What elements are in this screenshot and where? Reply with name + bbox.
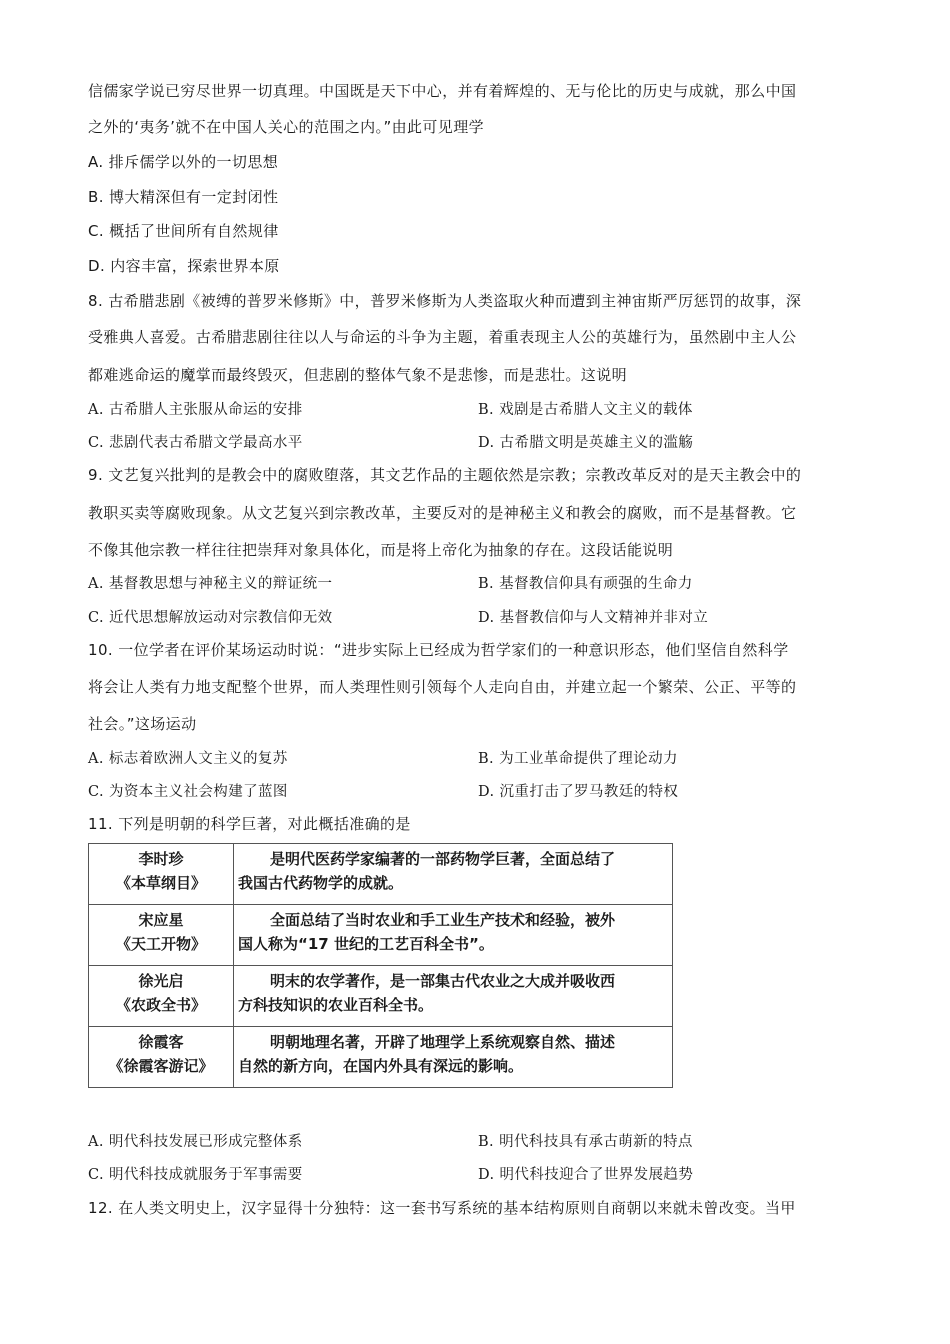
q9-option-b: B. 基督教信仰具有顽强的生命力 <box>478 576 693 592</box>
q7-option-c: C. 概括了世间所有自然规律 <box>88 222 279 240</box>
description-line-1: 是明代医药学家编著的一部药物学巨著，全面总结了 <box>270 850 616 868</box>
q11-stem: 11. 下列是明朝的科学巨著，对此概括准确的是 <box>88 815 411 833</box>
author-name: 徐光启 <box>138 972 184 990</box>
author-name: 李时珍 <box>138 850 184 868</box>
q12-stem-line-1: 12. 在人类文明史上，汉字显得十分独特：这一套书写系统的基本结构原则自商朝以来就未曾改变。当甲 <box>88 1199 796 1217</box>
q10-stem-line-2: 将会让人类有力地支配整个世界，而人类理性则引领每个人走向自由，并建立起一个繁荣、公正、平等的 <box>88 678 797 696</box>
q9-option-a: A. 基督教思想与神秘主义的辩证统一 <box>88 576 333 592</box>
q9-option-d: D. 基督教信仰与人文精神并非对立 <box>478 610 709 626</box>
q10-option-c: C. 为资本主义社会构建了蓝图 <box>88 784 288 800</box>
description-line-2: 国人称为“17 世纪的工艺百科全书”。 <box>238 935 494 953</box>
q10-stem-line-3: 社会。”这场运动 <box>88 715 197 733</box>
q9-stem-line-1: 9. 文艺复兴批判的是教会中的腐败堕落，其文艺作品的主题依然是宗教；宗教改革反对的是天主教会中的 <box>88 466 802 484</box>
table-row <box>89 1027 673 1088</box>
book-title: 《徐霞客游记》 <box>108 1057 214 1075</box>
description-line-1: 明末的农学著作，是一部集古代农业之大成并吸收西 <box>270 972 616 990</box>
q11-option-b: B. 明代科技具有承古萌新的特点 <box>478 1134 693 1150</box>
description-line-2: 自然的新方向，在国内外具有深远的影响。 <box>238 1057 524 1075</box>
q11-option-c: C. 明代科技成就服务于军事需要 <box>88 1167 303 1183</box>
q8-option-a: A. 古希腊人主张服从命运的安排 <box>88 402 303 418</box>
description-cell <box>234 966 673 1027</box>
author-name: 徐霞客 <box>138 1033 184 1051</box>
table-row <box>89 844 673 905</box>
q11-option-d: D. 明代科技迎合了世界发展趋势 <box>478 1167 694 1183</box>
book-title: 《本草纲目》 <box>115 874 206 892</box>
q7-option-d: D. 内容丰富，探索世界本原 <box>88 257 280 275</box>
q8-stem-line-2: 受雅典人喜爱。古希腊悲剧往往以人与命运的斗争为主题，着重表现主人公的英雄行为，虽然剧中主人公 <box>88 328 797 346</box>
description-cell <box>234 1027 673 1088</box>
book-title: 《天工开物》 <box>115 935 206 953</box>
table-row <box>89 966 673 1027</box>
q9-stem-line-2: 教职买卖等腐败现象。从文艺复兴到宗教改革，主要反对的是神秘主义和教会的腐败，而不是基督教。它 <box>88 504 797 522</box>
science-works-table <box>88 843 673 1088</box>
description-line-1: 明朝地理名著，开辟了地理学上系统观察自然、描述 <box>270 1033 616 1051</box>
author-name: 宋应星 <box>138 911 184 929</box>
q10-stem-line-1: 10. 一位学者在评价某场运动时说：“进步实际上已经成为哲学家们的一种意识形态，他们坚信自然科学 <box>88 641 789 659</box>
q8-option-d: D. 古希腊文明是英雄主义的滥觞 <box>478 435 694 451</box>
q7-stem-line-1: 信儒家学说已穷尽世界一切真理。中国既是天下中心，并有着辉煌的、无与伦比的历史与成就，那么中国 <box>88 82 797 100</box>
description-line-2: 方科技知识的农业百科全书。 <box>238 996 434 1014</box>
q8-option-c: C. 悲剧代表古希腊文学最高水平 <box>88 435 303 451</box>
q10-option-b: B. 为工业革命提供了理论动力 <box>478 751 678 767</box>
q10-option-a: A. 标志着欧洲人文主义的复苏 <box>88 751 288 767</box>
q7-option-b: B. 博大精深但有一定封闭性 <box>88 188 279 206</box>
q8-option-b: B. 戏剧是古希腊人文主义的载体 <box>478 402 693 418</box>
description-line-1: 全面总结了当时农业和手工业生产技术和经验，被外 <box>270 911 616 929</box>
author-cell <box>89 1027 234 1088</box>
author-cell <box>89 844 234 905</box>
author-cell <box>89 905 234 966</box>
q7-stem-line-2: 之外的‘夷务’就不在中国人关心的范围之内。”由此可见理学 <box>88 118 485 136</box>
description-cell <box>234 844 673 905</box>
description-line-2: 我国古代药物学的成就。 <box>238 874 404 892</box>
q8-stem-line-1: 8. 古希腊悲剧《被缚的普罗米修斯》中，普罗米修斯为人类盗取火种而遭到主神宙斯严厉惩罚的故事，深 <box>88 292 802 310</box>
q7-option-a: A. 排斥儒学以外的一切思想 <box>88 153 279 171</box>
description-cell <box>234 905 673 966</box>
q9-option-c: C. 近代思想解放运动对宗教信仰无效 <box>88 610 333 626</box>
q11-option-a: A. 明代科技发展已形成完整体系 <box>88 1134 303 1150</box>
q9-stem-line-3: 不像其他宗教一样往往把崇拜对象具体化，而是将上帝化为抽象的存在。这段话能说明 <box>88 541 674 559</box>
book-title: 《农政全书》 <box>115 996 206 1014</box>
table-row <box>89 905 673 966</box>
q8-stem-line-3: 都难逃命运的魔掌而最终毁灭，但悲剧的整体气象不是悲惨，而是悲壮。这说明 <box>88 366 628 384</box>
q10-option-d: D. 沉重打击了罗马教廷的特权 <box>478 784 679 800</box>
author-cell <box>89 966 234 1027</box>
